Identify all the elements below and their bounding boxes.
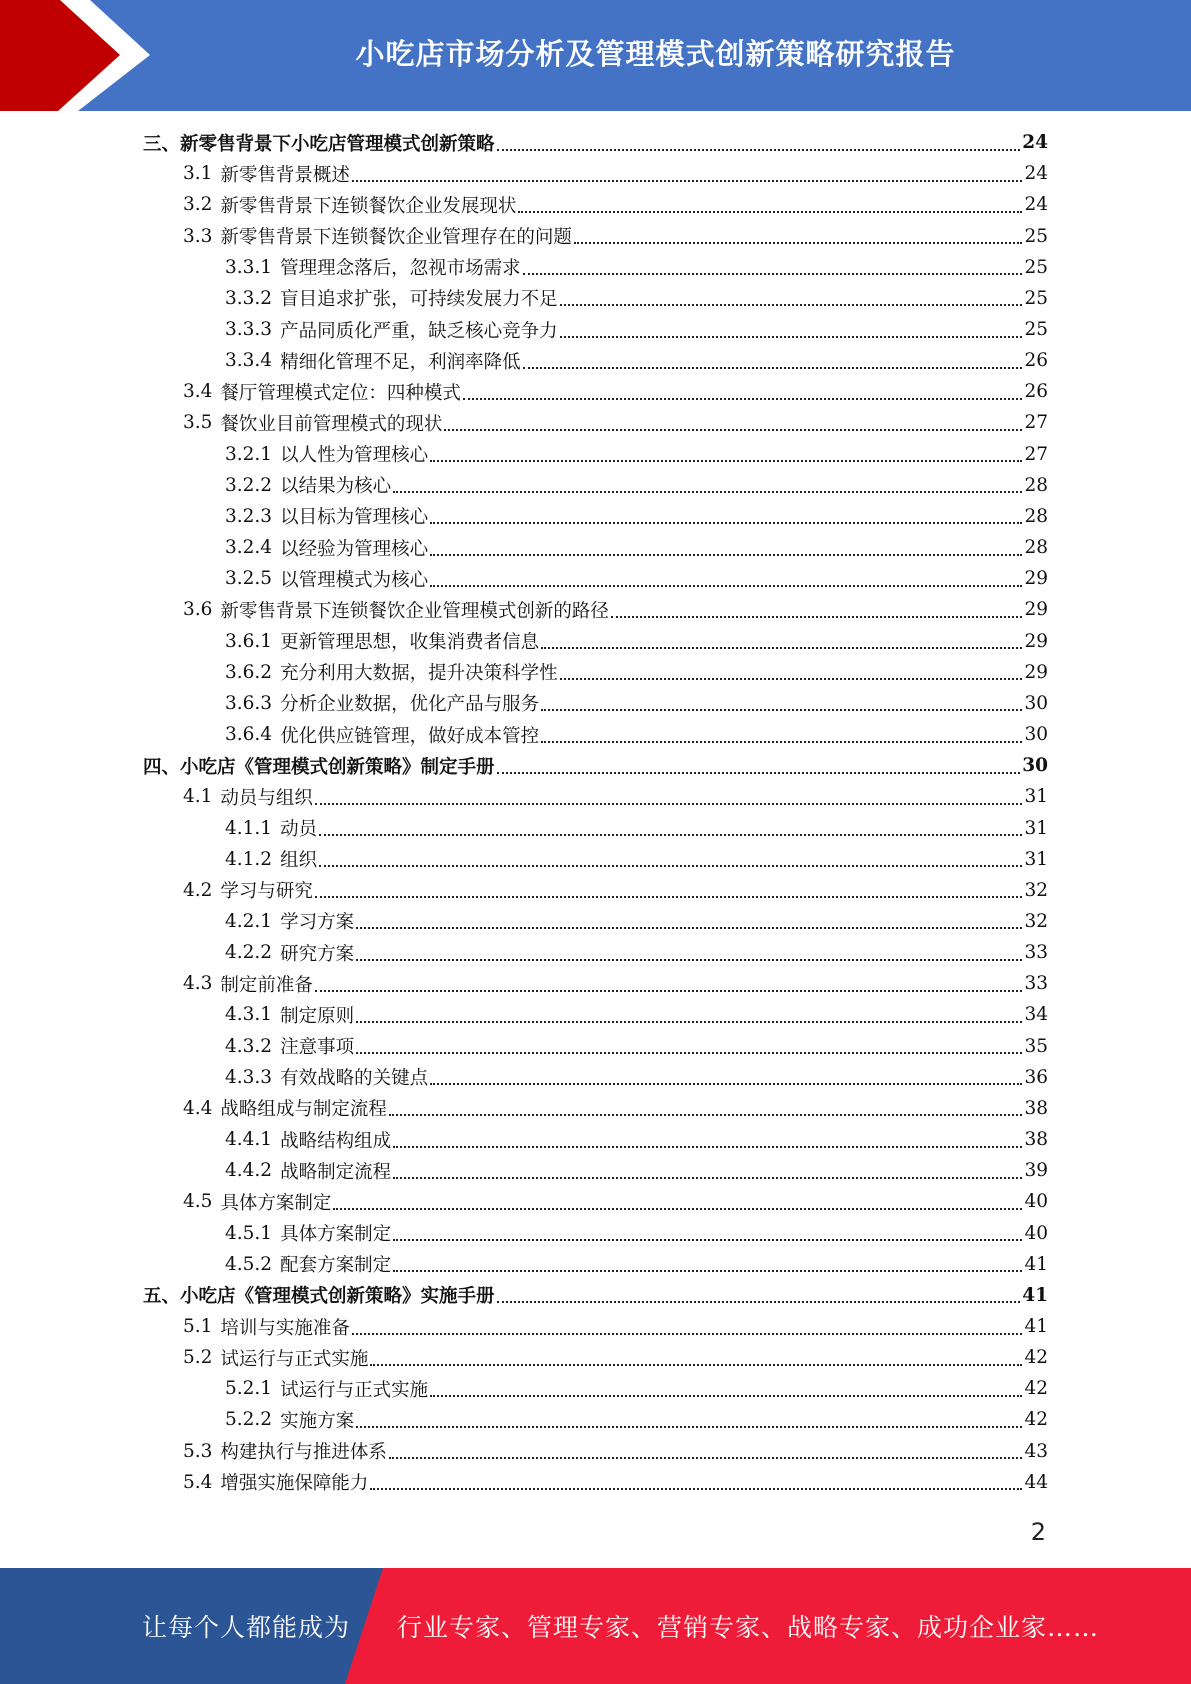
footer-slogan: 让每个人都能成为 [142, 1613, 351, 1642]
toc-dot-leader [523, 273, 1023, 275]
toc-entry-title: 配套方案制定 [280, 1255, 392, 1277]
toc-entry[interactable] [143, 906, 1048, 937]
page-header [0, 0, 1191, 111]
toc-entry-number: 4.4.1 [225, 1129, 273, 1151]
toc-entry-title: 研究方案 [280, 943, 355, 965]
toc-dot-leader [393, 1270, 1022, 1272]
toc-dot-leader [560, 336, 1023, 338]
toc-entry[interactable] [143, 1467, 1048, 1498]
toc-entry-number: 4.5.1 [225, 1222, 273, 1244]
toc-entry-number: 5.4 [183, 1471, 213, 1493]
toc-entry-number: 3.4 [183, 381, 213, 403]
toc-entry-page: 34 [1024, 1004, 1048, 1026]
toc-entry-number: 3.3.1 [225, 256, 273, 278]
toc-entry[interactable] [143, 1249, 1048, 1280]
toc-entry-title: 新零售背景下连锁餐饮企业发展现状 [220, 195, 517, 217]
toc-entry[interactable] [143, 1155, 1048, 1186]
toc-entry-page: 29 [1024, 599, 1048, 621]
toc-entry-title: 以经验为管理核心 [280, 538, 429, 560]
toc-entry-title: 组织 [280, 850, 318, 872]
toc-entry-title: 产品同质化严重，缺乏核心竞争力 [280, 320, 558, 342]
toc-entry[interactable] [143, 781, 1048, 812]
toc-dot-leader [497, 149, 1021, 151]
toc-entry-number: 3.3.3 [225, 319, 273, 341]
toc-entry-title: 注意事项 [280, 1037, 355, 1059]
toc-entry-number: 3.6.1 [225, 630, 273, 652]
toc-entry[interactable] [143, 1124, 1048, 1155]
toc-entry-page: 27 [1024, 443, 1048, 465]
toc-entry-number: 3.6 [183, 599, 213, 621]
toc-entry-page: 43 [1024, 1440, 1048, 1462]
toc-entry-page: 31 [1024, 848, 1048, 870]
toc-entry-page: 28 [1024, 537, 1048, 559]
toc-entry-title: 战略制定流程 [280, 1161, 392, 1183]
toc-entry-page: 28 [1024, 505, 1048, 527]
toc-dot-leader [389, 1114, 1023, 1116]
toc-entry-title: 以目标为管理核心 [280, 507, 429, 529]
toc-entry-title: 餐厅管理模式定位：四种模式 [220, 382, 461, 404]
toc-entry-page: 42 [1024, 1347, 1048, 1369]
page-number: 2 [1030, 1518, 1046, 1546]
toc-entry-number: 4.5.2 [225, 1253, 273, 1275]
toc-dot-leader [430, 522, 1022, 524]
toc-entry-title: 动员与组织 [220, 787, 313, 809]
toc-entry-title: 学习与研究 [220, 881, 313, 903]
toc-entry-page: 32 [1024, 879, 1048, 901]
toc-entry-number: 5.2 [183, 1347, 213, 1369]
toc-entry-page: 26 [1024, 350, 1048, 372]
toc-entry[interactable] [143, 376, 1048, 407]
toc-entry-page: 44 [1024, 1471, 1048, 1493]
toc-entry-title: 以结果为核心 [280, 476, 392, 498]
toc-entry-page: 38 [1024, 1097, 1048, 1119]
toc-entry[interactable] [143, 314, 1048, 345]
toc-entry-title: 实施方案 [280, 1410, 355, 1432]
toc-entry-number: 3.3.4 [225, 350, 273, 372]
toc-entry-title: 战略结构组成 [280, 1130, 392, 1152]
toc-dot-leader [393, 491, 1022, 493]
toc-entry[interactable] [143, 1093, 1048, 1124]
toc-entry-title: 新零售背景下连锁餐饮企业管理模式创新的路径 [220, 600, 609, 622]
toc-dot-leader [430, 460, 1022, 462]
toc-entry-title: 具体方案制定 [280, 1224, 392, 1246]
toc-dot-leader [574, 242, 1023, 244]
toc-entry-number: 4.1.1 [225, 817, 273, 839]
toc-entry-page: 30 [1022, 755, 1048, 777]
toc-entry-number: 3.5 [183, 412, 213, 434]
toc-entry-page: 26 [1024, 381, 1048, 403]
toc-entry[interactable] [143, 283, 1048, 314]
toc-dot-leader [393, 1239, 1022, 1241]
toc-entry-title: 更新管理思想，收集消费者信息 [280, 632, 540, 654]
toc-entry-page: 30 [1024, 724, 1048, 746]
toc-entry[interactable] [143, 1436, 1048, 1467]
toc-entry[interactable] [143, 968, 1048, 999]
toc-entry-title: 充分利用大数据，提升决策科学性 [280, 663, 558, 685]
toc-entry[interactable] [143, 407, 1048, 438]
toc-entry-number: 3.2.5 [225, 568, 273, 590]
toc-entry[interactable] [143, 999, 1048, 1030]
toc-entry-title: 战略组成与制定流程 [220, 1099, 387, 1121]
toc-entry-title: 精细化管理不足，利润率降低 [280, 351, 521, 373]
toc-entry-title: 四、小吃店《管理模式创新策略》制定手册 [143, 756, 495, 778]
toc-entry-title: 新零售背景概述 [220, 164, 350, 186]
toc-entry[interactable] [143, 594, 1048, 625]
toc-entry-title: 新零售背景下连锁餐饮企业管理存在的问题 [220, 227, 572, 249]
toc-entry-title: 试运行与正式实施 [220, 1348, 369, 1370]
footer-tagline: 行业专家、管理专家、营销专家、战略专家、成功企业家…… [397, 1613, 1100, 1642]
toc-entry-number: 3.6.2 [225, 661, 273, 683]
toc-entry-number: 3.1 [183, 163, 213, 185]
toc-entry-title: 三、新零售背景下小吃店管理模式创新策略 [143, 133, 495, 155]
toc-entry[interactable] [143, 563, 1048, 594]
toc-entry[interactable] [143, 470, 1048, 501]
toc-entry-title: 制定前准备 [220, 974, 313, 996]
toc-dot-leader [356, 1426, 1022, 1428]
toc-dot-leader [393, 1146, 1022, 1148]
toc-entry-page: 29 [1024, 568, 1048, 590]
toc-entry[interactable] [143, 1311, 1048, 1342]
toc-dot-leader [430, 1395, 1022, 1397]
toc-chapter-entry[interactable] [143, 750, 1048, 781]
toc-entry[interactable] [143, 345, 1048, 376]
toc-entry-title: 动员 [280, 819, 318, 841]
toc-dot-leader [370, 1364, 1022, 1366]
toc-dot-leader [523, 367, 1023, 369]
toc-entry-page: 42 [1024, 1378, 1048, 1400]
toc-entry-page: 41 [1024, 1253, 1048, 1275]
toc-entry-title: 管理理念落后，忽视市场需求 [280, 258, 521, 280]
toc-entry-number: 4.2.1 [225, 910, 273, 932]
toc-entry-page: 42 [1024, 1409, 1048, 1431]
toc-entry-number: 4.4 [183, 1097, 213, 1119]
toc-entry[interactable] [143, 688, 1048, 719]
toc-entry-page: 29 [1024, 661, 1048, 683]
toc-entry-title: 制定原则 [280, 1005, 355, 1027]
toc-dot-leader [430, 554, 1022, 556]
toc-entry-number: 4.5 [183, 1191, 213, 1213]
toc-entry[interactable] [143, 844, 1048, 875]
toc-entry-number: 4.3 [183, 973, 213, 995]
toc-entry-title: 五、小吃店《管理模式创新策略》实施手册 [143, 1286, 495, 1308]
toc-entry-page: 25 [1024, 287, 1048, 309]
toc-dot-leader [560, 304, 1023, 306]
toc-entry-page: 27 [1024, 412, 1048, 434]
toc-entry-title: 优化供应链管理，做好成本管控 [280, 725, 540, 747]
toc-entry-title: 有效战略的关键点 [280, 1068, 429, 1090]
document-title: 小吃店市场分析及管理模式创新策略研究报告 [355, 37, 956, 71]
toc-entry-page: 24 [1024, 163, 1048, 185]
toc-entry[interactable] [143, 1217, 1048, 1248]
toc-entry-number: 4.4.2 [225, 1160, 273, 1182]
toc-dot-leader [541, 741, 1022, 743]
toc-entry-page: 32 [1024, 910, 1048, 932]
toc-entry[interactable] [143, 937, 1048, 968]
toc-entry[interactable] [143, 501, 1048, 532]
toc-entry-title: 盲目追求扩张，可持续发展力不足 [280, 289, 558, 311]
toc-entry[interactable] [143, 252, 1048, 283]
toc-dot-leader [315, 803, 1023, 805]
toc-entry-number: 4.2 [183, 879, 213, 901]
toc-entry-number: 5.1 [183, 1316, 213, 1338]
toc-entry[interactable] [143, 1342, 1048, 1373]
toc-entry-number: 3.3.2 [225, 287, 273, 309]
toc-chapter-entry[interactable] [143, 127, 1048, 158]
toc-entry-page: 40 [1024, 1222, 1048, 1244]
toc-entry-page: 29 [1024, 630, 1048, 652]
toc-dot-leader [319, 834, 1022, 836]
toc-entry[interactable] [143, 532, 1048, 563]
toc-dot-leader [393, 1177, 1022, 1179]
toc-entry-title: 餐饮业目前管理模式的现状 [220, 413, 443, 435]
toc-entry[interactable] [143, 812, 1048, 843]
toc-entry[interactable] [143, 1186, 1048, 1217]
toc-entry-number: 3.2.4 [225, 537, 273, 559]
toc-entry-page: 35 [1024, 1035, 1048, 1057]
toc-entry-page: 41 [1024, 1316, 1048, 1338]
toc-entry-page: 40 [1024, 1191, 1048, 1213]
toc-entry[interactable] [143, 657, 1048, 688]
toc-dot-leader [497, 1301, 1021, 1303]
toc-dot-leader [315, 896, 1023, 898]
toc-entry-number: 4.2.2 [225, 942, 273, 964]
toc-entry-number: 3.2.1 [225, 443, 273, 465]
toc-entry-title: 培训与实施准备 [220, 1317, 350, 1339]
toc-entry-title: 构建执行与推进体系 [220, 1442, 387, 1464]
toc-entry-page: 24 [1022, 132, 1048, 154]
toc-entry-title: 分析企业数据，优化产品与服务 [280, 694, 540, 716]
toc-dot-leader [389, 1457, 1023, 1459]
toc-dot-leader [352, 1333, 1023, 1335]
toc-entry-page: 33 [1024, 942, 1048, 964]
toc-entry[interactable] [143, 1373, 1048, 1404]
toc-entry[interactable] [143, 719, 1048, 750]
toc-entry-page: 41 [1022, 1284, 1048, 1306]
toc-dot-leader [463, 398, 1023, 400]
toc-entry-page: 39 [1024, 1160, 1048, 1182]
toc-entry[interactable] [143, 1031, 1048, 1062]
toc-entry-number: 4.3.3 [225, 1066, 273, 1088]
toc-dot-leader [356, 959, 1022, 961]
toc-entry-page: 24 [1024, 194, 1048, 216]
toc-entry-title: 增强实施保障能力 [220, 1473, 369, 1495]
toc-entry-number: 4.3.2 [225, 1035, 273, 1057]
toc-entry-title: 具体方案制定 [220, 1192, 332, 1214]
toc-entry-page: 28 [1024, 474, 1048, 496]
toc-entry-number: 3.2.2 [225, 474, 273, 496]
toc-entry[interactable] [143, 439, 1048, 470]
toc-dot-leader [611, 616, 1023, 618]
toc-entry-page: 31 [1024, 786, 1048, 808]
toc-dot-leader [352, 180, 1023, 182]
toc-dot-leader [356, 1021, 1022, 1023]
table-of-contents [143, 127, 1048, 1498]
toc-entry-page: 38 [1024, 1129, 1048, 1151]
toc-entry-page: 30 [1024, 692, 1048, 714]
toc-dot-leader [560, 678, 1023, 680]
toc-dot-leader [430, 1083, 1022, 1085]
toc-entry-number: 5.2.2 [225, 1409, 273, 1431]
toc-entry-title: 学习方案 [280, 912, 355, 934]
toc-entry-title: 以管理模式为核心 [280, 569, 429, 591]
toc-dot-leader [430, 585, 1022, 587]
toc-entry-page: 25 [1024, 225, 1048, 247]
toc-entry[interactable] [143, 158, 1048, 189]
toc-entry[interactable] [143, 1404, 1048, 1435]
toc-entry-page: 25 [1024, 319, 1048, 341]
toc-dot-leader [497, 772, 1021, 774]
toc-entry-number: 3.3 [183, 225, 213, 247]
toc-entry[interactable] [143, 189, 1048, 220]
toc-entry-title: 试运行与正式实施 [280, 1379, 429, 1401]
toc-entry-number: 3.2 [183, 194, 213, 216]
toc-chapter-entry[interactable] [143, 1280, 1048, 1311]
toc-entry-page: 31 [1024, 817, 1048, 839]
toc-entry-title: 以人性为管理核心 [280, 445, 429, 467]
toc-entry-page: 25 [1024, 256, 1048, 278]
toc-dot-leader [333, 1208, 1022, 1210]
toc-entry[interactable] [143, 1062, 1048, 1093]
toc-dot-leader [315, 990, 1023, 992]
toc-entry-number: 3.6.4 [225, 724, 273, 746]
toc-dot-leader [370, 1488, 1022, 1490]
toc-dot-leader [356, 927, 1022, 929]
toc-entry-number: 4.1 [183, 786, 213, 808]
toc-entry-number: 5.3 [183, 1440, 213, 1462]
toc-entry[interactable] [143, 875, 1048, 906]
toc-dot-leader [444, 429, 1022, 431]
toc-entry-page: 36 [1024, 1066, 1048, 1088]
page-footer [0, 1568, 1191, 1684]
toc-dot-leader [319, 865, 1022, 867]
toc-entry[interactable] [143, 626, 1048, 657]
toc-dot-leader [356, 1052, 1022, 1054]
toc-dot-leader [541, 709, 1022, 711]
toc-entry-number: 5.2.1 [225, 1378, 273, 1400]
toc-entry[interactable] [143, 220, 1048, 251]
toc-entry-number: 3.6.3 [225, 692, 273, 714]
toc-dot-leader [541, 647, 1022, 649]
toc-dot-leader [518, 211, 1022, 213]
toc-entry-number: 3.2.3 [225, 505, 273, 527]
toc-entry-page: 33 [1024, 973, 1048, 995]
toc-entry-number: 4.1.2 [225, 848, 273, 870]
toc-entry-number: 4.3.1 [225, 1004, 273, 1026]
